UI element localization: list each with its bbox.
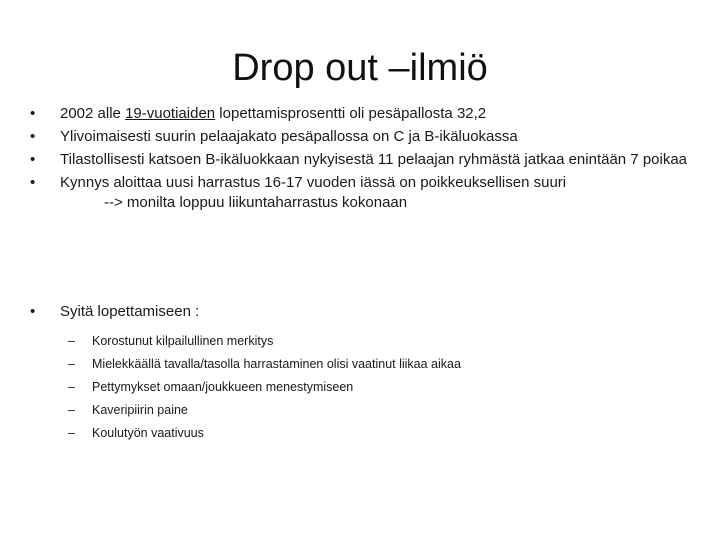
bullet-text: Ylivoimaisesti suurin pelaajakato pesäpallossa on C ja B-ikäluokassa [60, 128, 518, 145]
dash-marker: – [68, 403, 75, 417]
reason-item [68, 422, 708, 445]
bullet-text: Tilastollisesti katsoen B-ikäluokkaan nykyisestä 11 pelaajan ryhmästä jatkaa enintään 7 poikaa [60, 151, 688, 168]
dash-marker: – [68, 357, 75, 371]
dash-marker: – [68, 380, 75, 394]
bullet-dot: • [30, 151, 36, 168]
reasons-heading-item [30, 302, 710, 322]
bullet-dot: • [30, 303, 36, 320]
reasons-heading: Syitä lopettamiseen : [60, 303, 200, 320]
reason-text: Pettymykset omaan/joukkueen menestymiseen [92, 380, 354, 394]
reason-item [68, 376, 708, 399]
bullet-dot: • [30, 105, 36, 122]
reason-item [68, 399, 708, 422]
reason-item [68, 330, 708, 353]
reason-text: Korostunut kilpailullinen merkitys [92, 334, 274, 348]
bullet-text-pre: 2002 alle [60, 105, 126, 122]
bullet-item [30, 150, 710, 170]
bullet-text-underlined: 19-vuotiaiden [125, 105, 216, 122]
bullet-item [30, 104, 710, 124]
bullet-arrow-line: --> monilta loppuu liikuntaharrastus kokonaan [104, 194, 408, 211]
reason-text: Mielekkäällä tavalla/tasolla harrastaminen olisi vaatinut liikaa aikaa [92, 357, 461, 371]
bullet-text: Kynnys aloittaa uusi harrastus 16-17 vuoden iässä on poikkeuksellisen suuri [60, 174, 567, 191]
bullet-item [30, 173, 710, 213]
dash-marker: – [68, 334, 75, 348]
bullet-dot: • [30, 128, 36, 145]
dash-marker: – [68, 426, 75, 440]
reason-text: Kaveripiirin paine [92, 403, 188, 417]
slide-title: Drop out –ilmiö [232, 47, 488, 89]
reasons-sub-list [68, 330, 708, 445]
reason-text: Koulutyön vaativuus [92, 426, 204, 440]
bullet-text-post: lopettamisprosentti oli pesäpallosta 32,2 [215, 105, 487, 122]
reasons-heading-list [30, 302, 710, 322]
bullet-item [30, 127, 710, 147]
bullet-dot: • [30, 174, 36, 191]
reason-item [68, 353, 708, 376]
main-bullet-list [30, 104, 710, 216]
